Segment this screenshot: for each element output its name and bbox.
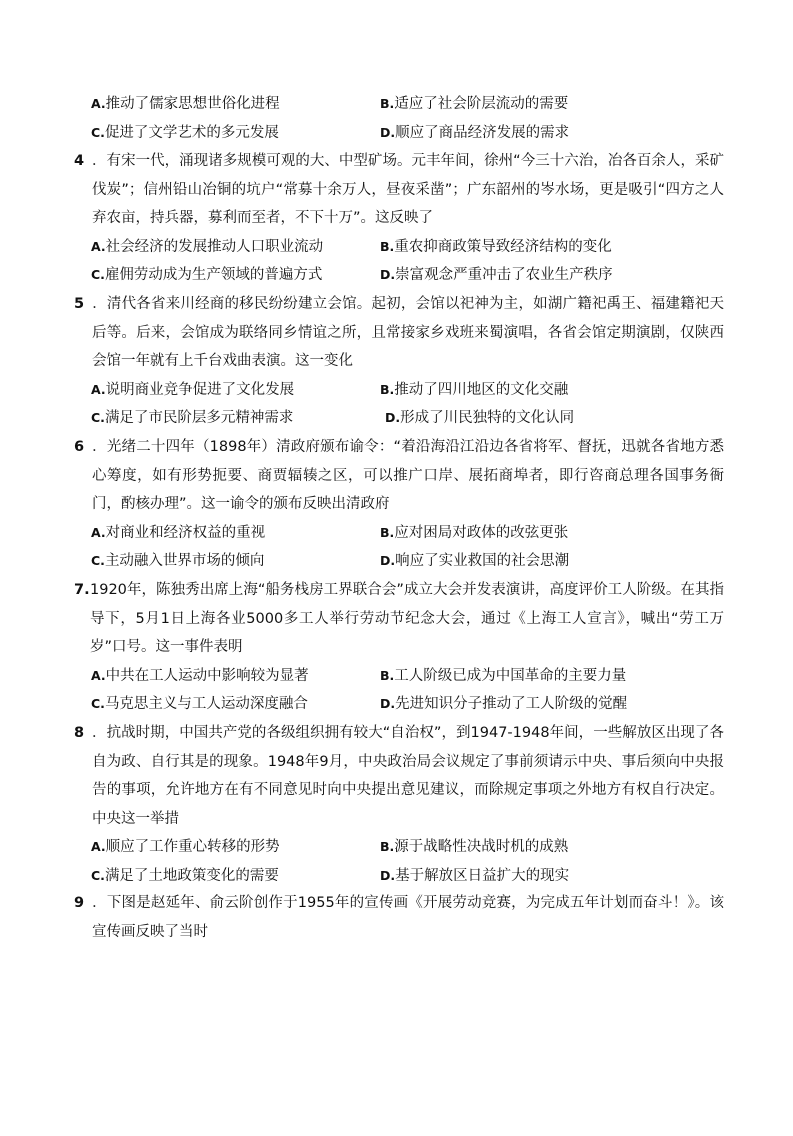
question-5-options bbox=[74, 376, 724, 433]
question-4-options bbox=[74, 233, 724, 290]
q3-option-d[interactable]: D.顺应了商品经济发展的需求 bbox=[380, 124, 570, 141]
q4-option-d[interactable]: D.崇富观念严重冲击了农业生产秩序 bbox=[380, 267, 613, 283]
question-5-stem: 5 ．清代各省来川经商的移民纷纷建立会馆。起初，会馆以祀神为主，如湖广籍祀禹王、福建籍祀天后等。后来，会馆成为联络同乡情谊之所，且常接家乡戏班来蜀演唱，各省会馆定期演剧，仅陕西会馆一年就有上千台戏曲表演。这一变化 bbox=[74, 296, 725, 369]
question-8 bbox=[74, 719, 724, 890]
question-7-options bbox=[74, 662, 724, 719]
q7-option-c[interactable]: C.马克思主义与工人运动深度融合 bbox=[91, 696, 308, 712]
question-8-stem: 8 ．抗战时期，中国共产党的各级组织拥有较大“自治权”，到1947-1948年间，一些解放区出现了各自为政、自行其是的现象。1948年9月，中央政治局会议规定了事前须请示中央、事后须向中央报告的事项，允许地方在有不同意见时向中央提出意见建议，而除规定事项之外地方有权自行决定。中央这一举措 bbox=[74, 725, 724, 827]
q5-option-a[interactable]: A.说明商业竞争促进了文化发展 bbox=[91, 381, 295, 398]
q7-option-b[interactable]: B.工人阶级已成为中国革命的主要力量 bbox=[380, 667, 627, 684]
q3-option-c[interactable]: C.促进了文学艺术的多元发展 bbox=[91, 124, 279, 141]
q6-option-a[interactable]: A.对商业和经济权益的重视 bbox=[91, 524, 266, 541]
question-6-stem: 6 ．光绪二十四年（1898年）清政府颁布谕令：“着沿海沿江沿边各省将军、督抚，迅就各省地方悉心筹度，如有形势扼要、商贾辐辏之区，可以推广口岸、展拓商埠者，即行咨商总理各国事务衙门，酌核办理”。这一谕令的颁布反映出清政府 bbox=[74, 439, 725, 512]
question-9-stem: 9 ．下图是赵延年、俞云阶创作于1955年的宣传画《开展劳动竞赛，为完成五年计划而奋斗！》。该宣传画反映了当时 bbox=[74, 895, 724, 940]
q7-option-a[interactable]: A.中共在工人运动中影响较为显著 bbox=[91, 667, 309, 684]
q5-option-d[interactable]: D.形成了川民独特的文化认同 bbox=[385, 410, 575, 426]
q5-option-c[interactable]: C.满足了市民阶层多元精神需求 bbox=[91, 410, 294, 426]
question-9 bbox=[74, 889, 724, 946]
q6-option-b[interactable]: B.应对困局对政体的改弦更张 bbox=[380, 524, 569, 541]
q8-option-d[interactable]: D.基于解放区日益扩大的现实 bbox=[380, 867, 570, 884]
q3-option-b[interactable]: B.适应了社会阶层流动的需要 bbox=[380, 96, 569, 112]
q6-option-c[interactable]: C.主动融入世界市场的倾向 bbox=[91, 553, 265, 569]
question-5 bbox=[74, 290, 724, 433]
question-3-options bbox=[74, 90, 724, 147]
q4-option-a[interactable]: A.社会经济的发展推动人口职业流动 bbox=[91, 238, 324, 255]
question-3 bbox=[74, 90, 724, 147]
question-6-options bbox=[74, 519, 724, 576]
q7-option-d[interactable]: D.先进知识分子推动了工人阶级的觉醒 bbox=[380, 696, 628, 712]
question-7 bbox=[74, 576, 724, 719]
q8-option-b[interactable]: B.源于战略性决战时机的成熟 bbox=[380, 839, 569, 855]
question-4 bbox=[74, 147, 724, 290]
q4-option-b[interactable]: B.重农抑商政策导致经济结构的变化 bbox=[380, 238, 612, 255]
q5-option-b[interactable]: B.推动了四川地区的文化交融 bbox=[380, 381, 569, 398]
question-8-options bbox=[74, 833, 724, 890]
q4-option-c[interactable]: C.雇佣劳动成为生产领域的普遍方式 bbox=[91, 267, 323, 283]
q3-option-a[interactable]: A.推动了儒家思想世俗化进程 bbox=[91, 96, 280, 112]
q8-option-a[interactable]: A.顺应了工作重心转移的形势 bbox=[91, 839, 280, 855]
question-6 bbox=[74, 433, 724, 576]
q8-option-c[interactable]: C.满足了土地政策变化的需要 bbox=[91, 867, 279, 884]
question-4-stem: 4 ．有宋一代，涌现诸多规模可观的大、中型矿场。元丰年间，徐州“今三十六治，冶各百余人，采矿伐炭”；信州铅山冶铜的坑户“常募十余万人，昼夜采凿”；广东韶州的岑水场，更是吸引“四方之人弃农亩，持兵器，募利而至者，不下十万”。这反映了 bbox=[74, 153, 724, 226]
q6-option-d[interactable]: D.响应了实业救国的社会思潮 bbox=[380, 553, 570, 569]
question-7-stem: 7.1920年，陈独秀出席上海“船务栈房工界联合会”成立大会并发表演讲，高度评价工人阶级。在其指导下，5月1日上海各业5000多工人举行劳动节纪念大会，通过《上海工人宣言》，喊出“劳工万岁”口号。这一事件表明 bbox=[74, 582, 724, 655]
